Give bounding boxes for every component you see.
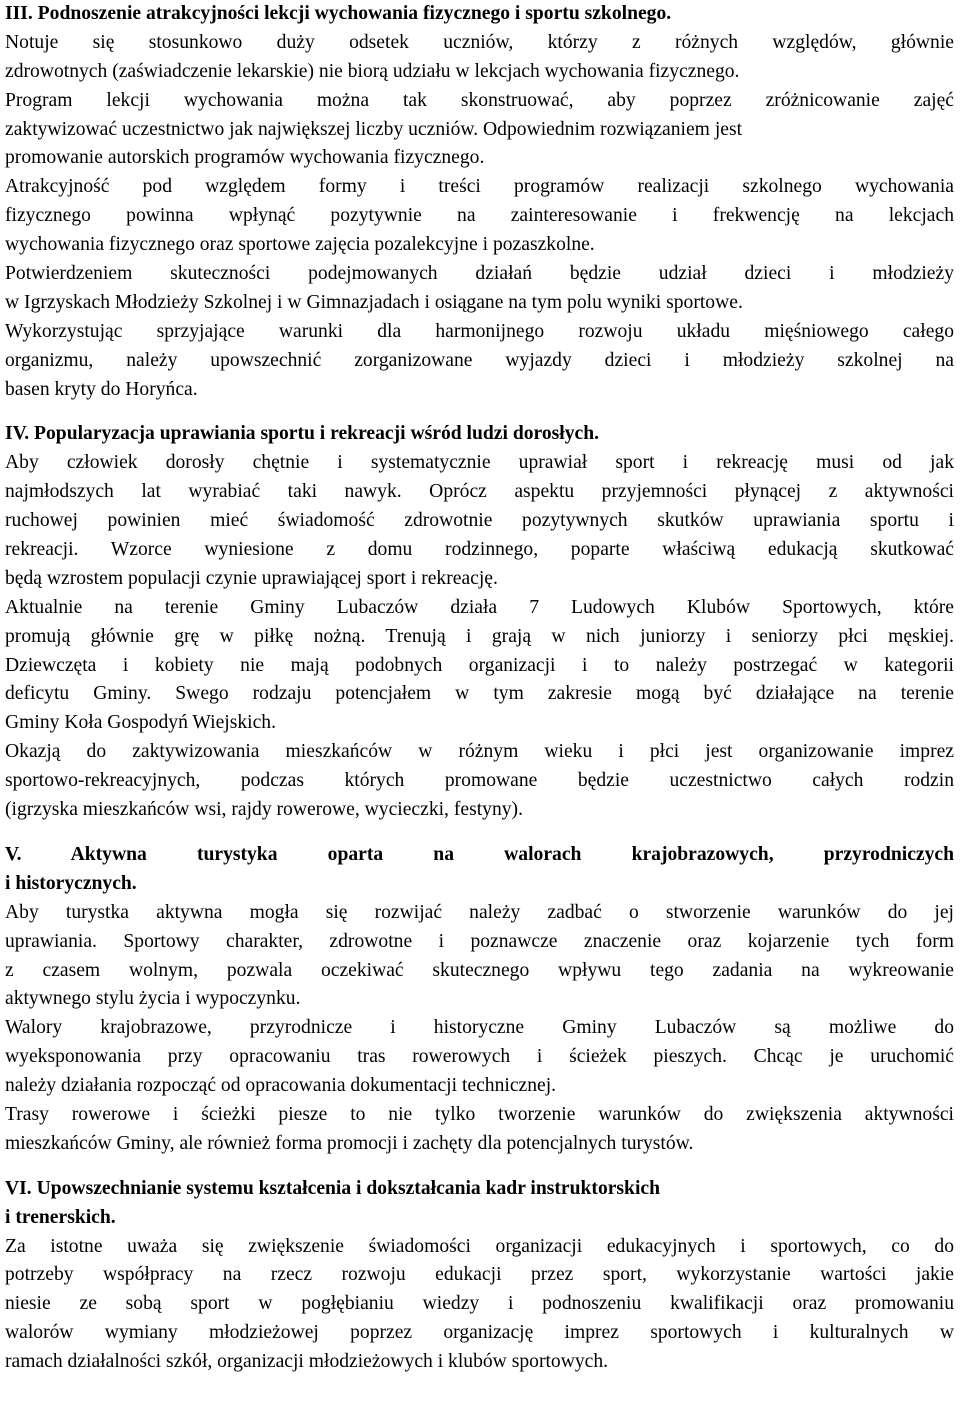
paragraph-line: Notuje się stosunkowo duży odsetek uczniów, którzy z różnych względów, głównie [5, 31, 954, 53]
section-vi [5, 1175, 954, 1377]
paragraph-line: Aby turystka aktywna mogła się rozwijać należy zadbać o stworzenie warunków do jej [5, 901, 954, 923]
paragraph-line: (igrzyska mieszkańców wsi, rajdy rowerowe, wycieczki, festyny). [5, 799, 523, 821]
paragraph-line: uprawiania. Sportowy charakter, zdrowotne i poznawcze znaczenie oraz kojarzenie tych form [5, 930, 954, 952]
paragraph-line: Program lekcji wychowania można tak skonstruować, aby poprzez zróżnicowanie zajęć [5, 89, 954, 111]
paragraph-line: Atrakcyjność pod względem formy i treści programów realizacji szkolnego wychowania [5, 176, 954, 198]
section-heading: i trenerskich. [5, 1206, 116, 1228]
section-iv [5, 420, 954, 824]
section-heading: IV. Popularyzacja uprawiania sportu i rekreacji wśród ludzi dorosłych. [5, 423, 600, 445]
section-spacer [5, 404, 954, 420]
paragraph-line: Aktualnie na terenie Gminy Lubaczów działa 7 Ludowych Klubów Sportowych, które [5, 596, 954, 618]
paragraph-line: mieszkańców Gminy, ale również forma promocji i zachęty dla potencjalnych turystów. [5, 1132, 694, 1154]
section-iii [5, 0, 954, 404]
paragraph-line: aktywnego stylu życia i wypoczynku. [5, 988, 301, 1010]
paragraph-line: ruchowej powinien mieć świadomość zdrowotnie pozytywnych skutków uprawiania sportu i [5, 510, 954, 532]
paragraph-line: wyeksponowania przy opracowaniu tras rowerowych i ścieżek pieszych. Chcąc je uruchomić [5, 1046, 954, 1068]
paragraph-line: Gminy Koła Gospodyń Wiejskich. [5, 712, 276, 734]
paragraph-line: Walory krajobrazowe, przyrodnicze i historyczne Gminy Lubaczów są możliwe do [5, 1017, 954, 1039]
paragraph-line: potrzeby współpracy na rzecz rozwoju edukacji przez sport, wykorzystanie wartości jakie [5, 1264, 954, 1286]
paragraph-line: Trasy rowerowe i ścieżki piesze to nie tylko tworzenie warunków do zwiększenia aktywności [5, 1103, 954, 1125]
paragraph-line: Okazją do zaktywizowania mieszkańców w różnym wieku i płci jest organizowanie imprez [5, 741, 954, 763]
paragraph-line: promują głównie grę w piłkę nożną. Trenują i grają w nich juniorzy i seniorzy płci męskiej. [5, 625, 954, 647]
paragraph-line: rekreacji. Wzorce wyniesione z domu rodzinnego, poparte właściwą edukacją skutkować [5, 539, 954, 561]
section-heading: V. Aktywna turystyka oparta na walorach krajobrazowych, przyrodniczych [5, 843, 954, 865]
paragraph-line: najmłodszych lat wyrabiać taki nawyk. Oprócz aspektu przyjemności płynącej z aktywności [5, 481, 954, 503]
paragraph-line: basen kryty do Horyńca. [5, 378, 198, 400]
paragraph-line: niesie ze sobą sport w pogłębianiu wiedzy i podnoszeniu kwalifikacji oraz promowaniu [5, 1293, 954, 1315]
paragraph-line: sportowo-rekreacyjnych, podczas których promowane będzie uczestnictwo całych rodzin [5, 770, 954, 792]
paragraph-line: wychowania fizycznego oraz sportowe zajęcia pozalekcyjne i pozaszkolne. [5, 234, 595, 256]
paragraph-line: organizmu, należy upowszechnić zorganizowane wyjazdy dzieci i młodzieży szkolnej na [5, 349, 954, 371]
paragraph-line: promowanie autorskich programów wychowania fizycznego. [5, 147, 485, 169]
paragraph-line: fizycznego powinna wpłynąć pozytywnie na zainteresowanie i frekwencję na lekcjach [5, 205, 954, 227]
paragraph-line: walorów wymiany młodzieżowej poprzez organizację imprez sportowych i kulturalnych w [5, 1322, 954, 1344]
paragraph-line: Wykorzystując sprzyjające warunki dla harmonijnego rozwoju układu mięśniowego całego [5, 320, 954, 342]
section-heading: VI. Upowszechnianie systemu kształcenia i dokształcania kadr instruktorskich [5, 1177, 660, 1199]
paragraph-line: zdrowotnych (zaświadczenie lekarskie) nie biorą udziału w lekcjach wychowania fizycznego. [5, 60, 740, 82]
paragraph-line: deficytu Gminy. Swego rodzaju potencjałem w tym zakresie mogą być działające na terenie [5, 683, 954, 705]
paragraph-line: należy działania rozpocząć od opracowania dokumentacji technicznej. [5, 1075, 557, 1097]
paragraph-line: Za istotne uważa się zwiększenie świadomości organizacji edukacyjnych i sportowych, co do [5, 1235, 954, 1257]
paragraph-line: będą wzrostem populacji czynie uprawiającej sport i rekreację. [5, 567, 498, 589]
section-heading: i historycznych. [5, 872, 137, 894]
section-v [5, 841, 954, 1159]
paragraph-line: Dziewczęta i kobiety nie mają podobnych organizacji i to należy postrzegać w kategorii [5, 654, 954, 676]
paragraph-line: w Igrzyskach Młodzieży Szkolnej i w Gimnazjadach i osiągane na tym polu wyniki sportowe. [5, 291, 743, 313]
paragraph-line: Aby człowiek dorosły chętnie i systematycznie uprawiał sport i rekreację musi od jak [5, 452, 954, 474]
paragraph-line: z czasem wolnym, pozwala oczekiwać skutecznego wpływu tego zadania na wykreowanie [5, 959, 954, 981]
section-spacer [5, 1159, 954, 1175]
section-spacer [5, 825, 954, 841]
section-heading: III. Podnoszenie atrakcyjności lekcji wychowania fizycznego i sportu szkolnego. [5, 3, 672, 24]
paragraph-line: Potwierdzeniem skuteczności podejmowanych działań będzie udział dzieci i młodzieży [5, 263, 954, 285]
paragraph-line: zaktywizować uczestnictwo jak największej liczby uczniów. Odpowiednim rozwiązaniem jest [5, 118, 743, 140]
paragraph-line: ramach działalności szkół, organizacji młodzieżowych i klubów sportowych. [5, 1351, 609, 1373]
